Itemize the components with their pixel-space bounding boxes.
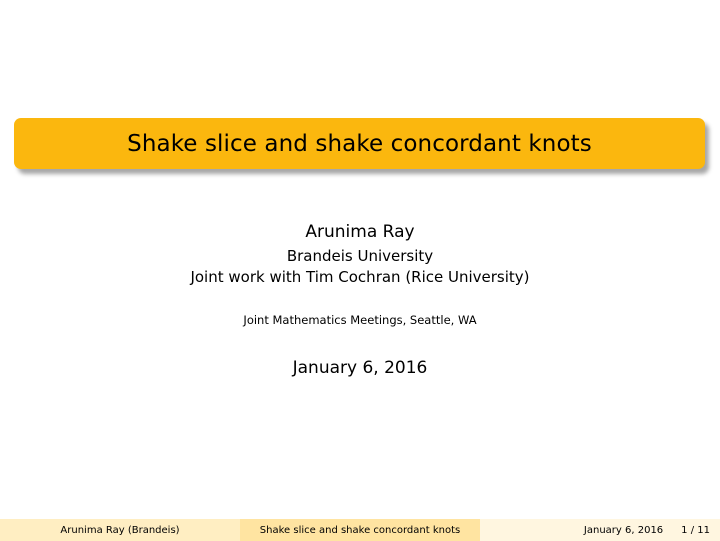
footer-page-number: 1 / 11 xyxy=(681,524,710,536)
joint-work-note: Joint work with Tim Cochran (Rice University) xyxy=(190,268,530,286)
institute-affiliation: Brandeis University xyxy=(286,247,434,265)
footer-author-segment xyxy=(0,519,240,541)
author-name: Arunima Ray xyxy=(305,222,415,242)
event-name: Joint Mathematics Meetings, Seattle, WA xyxy=(243,313,477,327)
slide-title: Shake slice and shake concordant knots xyxy=(127,130,592,157)
footer-bar xyxy=(0,519,720,541)
footer-author: Arunima Ray (Brandeis) xyxy=(60,524,180,536)
footer-title: Shake slice and shake concordant knots xyxy=(259,524,461,536)
title-box xyxy=(14,118,705,169)
footer-title-segment xyxy=(240,519,480,541)
footer-date: January 6, 2016 xyxy=(583,524,664,536)
footer-date-page-segment xyxy=(480,519,720,541)
presentation-date: January 6, 2016 xyxy=(292,358,428,378)
